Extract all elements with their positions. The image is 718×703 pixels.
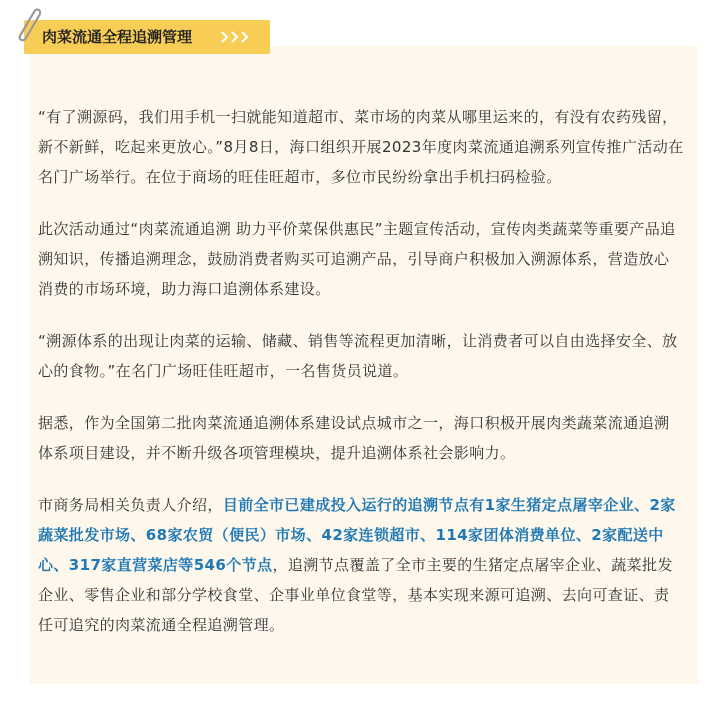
- section-title: 肉菜流通全程追溯管理: [42, 28, 193, 46]
- article-body: [38, 102, 684, 662]
- paragraph: 据悉，作为全国第二批肉菜流通追溯体系建设试点城市之一，海口积极开展肉类蔬菜流通追溯体系项目建设，并不断升级各项管理模块，提升追溯体系社会影响力。: [38, 414, 670, 462]
- paragraph: 此次活动通过“肉菜流通追溯 助力平价菜保供惠民”主题宣传活动，宣传肉类蔬菜等重要产品追溯知识，传播追溯理念，鼓励消费者购买可追溯产品，引导商户积极加入溯源体系，营造放心消费的市场环境，助力海口追溯体系建设。: [38, 220, 676, 298]
- paragraph-intro: 市商务局相关负责人介绍，: [38, 496, 223, 514]
- paragraph: “溯源体系的出现让肉菜的运输、储藏、销售等流程更加清晰，让消费者可以自由选择安全、放心的食物。”在名门广场旺佳旺超市，一名售货员说道。: [38, 332, 678, 380]
- section-banner: [24, 20, 270, 54]
- highlighted-text: 目前全市已建成投入运行的追溯节点有1家生猪定点屠宰企业、2家蔬菜批发市场、68家农贸（便民）市场、42家连锁超市、114家团体消费单位、2家配送中心、317家直营菜店等546个节点: [38, 496, 676, 574]
- paperclip-icon: [12, 4, 48, 48]
- paragraph-rest: ，追溯节点覆盖了全市主要的生猪定点屠宰企业、蔬菜批发企业、零售企业和部分学校食堂、企事业单位食堂等，基本实现来源可追溯、去向可查证、责任可追究的肉菜流通全程追溯管理。: [38, 556, 673, 634]
- chevron-right-icon: [220, 31, 264, 43]
- paragraph-highlighted: [38, 490, 684, 640]
- paragraph: “有了溯源码，我们用手机一扫就能知道超市、菜市场的肉菜从哪里运来的，有没有农药残留，新不新鲜，吃起来更放心。”8月8日，海口组织开展2023年度肉菜流通追溯系列宣传推广活动在名门广场举行。在位于商场的旺佳旺超市，多位市民纷纷拿出手机扫码检验。: [38, 108, 684, 186]
